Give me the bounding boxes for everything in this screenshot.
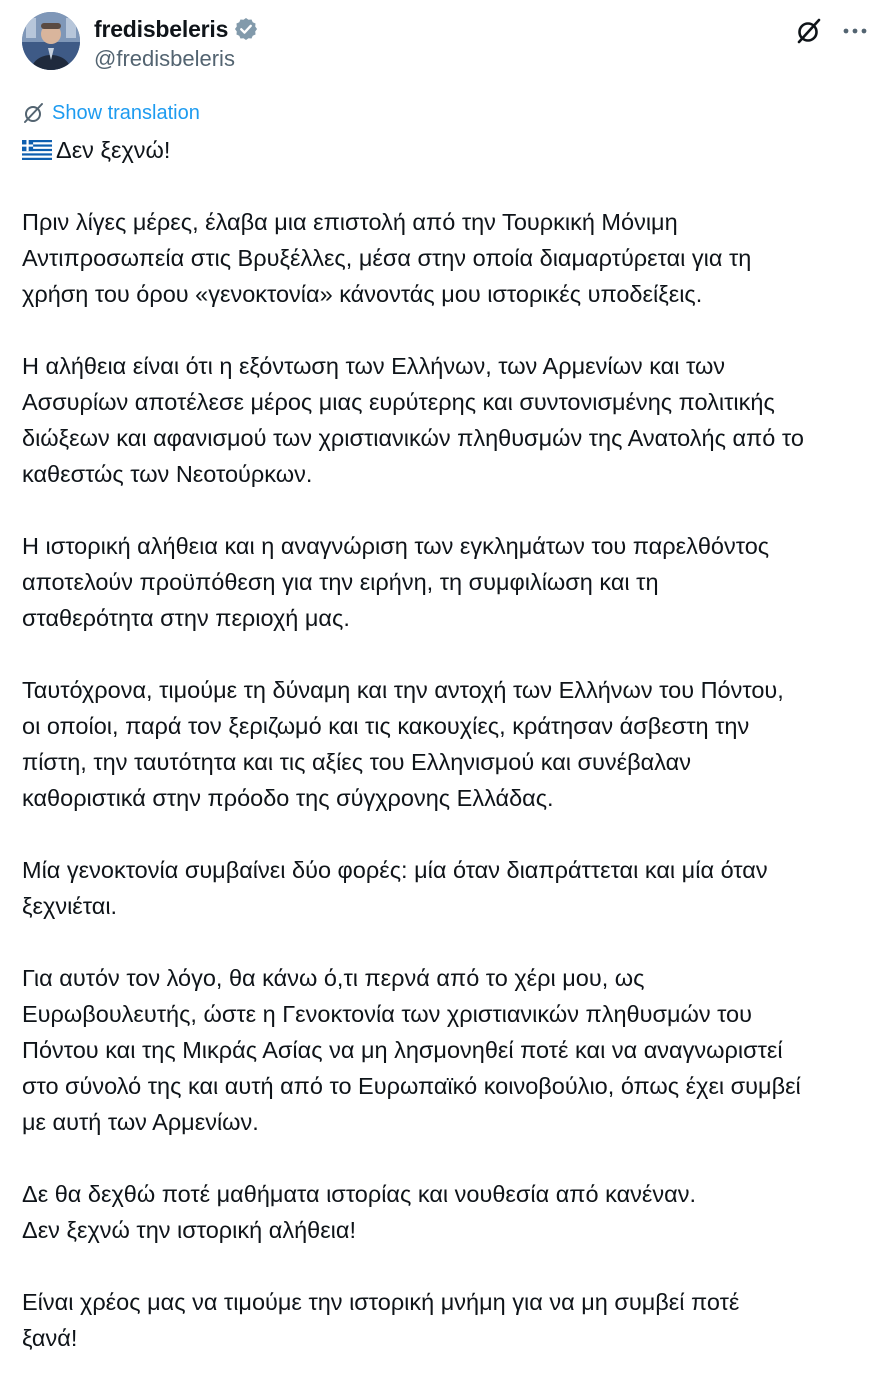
translate-icon bbox=[22, 101, 46, 125]
tweet-line: καθεστώς των Νεοτούρκων. bbox=[22, 461, 313, 487]
show-translation[interactable] bbox=[22, 100, 200, 126]
tweet-line: αποτελούν προϋπόθεση για την ειρήνη, τη συμφιλίωση και τη bbox=[22, 569, 659, 595]
tweet-line: χρήση του όρου «γενοκτονία» κάνοντάς μου ιστορικές υποδείξεις. bbox=[22, 281, 703, 307]
more-options-icon[interactable] bbox=[840, 16, 870, 46]
tweet-text bbox=[22, 132, 882, 1392]
tweet-paragraph bbox=[22, 852, 882, 924]
tweet-first-line bbox=[22, 132, 882, 168]
display-name[interactable]: fredisbeleris bbox=[94, 15, 229, 42]
tweet-line: Για αυτόν τον λόγο, θα κάνω ό,τι περνά από το χέρι μου, ως bbox=[22, 965, 645, 991]
tweet-line: Η αλήθεια είναι ότι η εξόντωση των Ελλήνων, των Αρμενίων και των bbox=[22, 353, 726, 379]
tweet-title-line: Δεν ξεχνώ! bbox=[56, 137, 171, 163]
tweet-line: Δεν ξεχνώ την ιστορική αλήθεια! bbox=[22, 1217, 357, 1243]
tweet-paragraph bbox=[22, 1284, 882, 1356]
avatar[interactable] bbox=[22, 12, 80, 70]
tweet-line: Ασσυρίων αποτέλεσε μέρος μιας ευρύτερης και συντονισμένης πολιτικής bbox=[22, 389, 775, 415]
tweet-line: με αυτή των Αρμενίων. bbox=[22, 1109, 259, 1135]
greek-flag-icon bbox=[22, 140, 52, 160]
tweet-line: πίστη, την ταυτότητα και τις αξίες του Ελληνισμού και συνέβαλαν bbox=[22, 749, 691, 775]
tweet-line: Είναι χρέος μας να τιμούμε την ιστορική μνήμη για να μη συμβεί ποτέ bbox=[22, 1289, 740, 1315]
tweet-line: Ταυτόχρονα, τιμούμε τη δύναμη και την αντοχή των Ελλήνων του Πόντου, bbox=[22, 677, 784, 703]
tweet-line: Ευρωβουλευτής, ώστε η Γενοκτονία των χριστιανικών πληθυσμών του bbox=[22, 1001, 752, 1027]
user-handle[interactable]: @fredisbeleris bbox=[94, 46, 235, 71]
tweet-paragraph bbox=[22, 204, 882, 312]
grok-icon[interactable] bbox=[794, 16, 824, 46]
tweet-line: Αντιπροσωπεία στις Βρυξέλλες, μέσα στην οποία διαμαρτύρεται για τη bbox=[22, 245, 752, 271]
tweet-line: Πριν λίγες μέρες, έλαβα μια επιστολή από την Τουρκική Μόνιμη bbox=[22, 209, 678, 235]
verified-badge-icon bbox=[233, 16, 259, 42]
tweet-line: Δε θα δεχθώ ποτέ μαθήματα ιστορίας και νουθεσία από κανέναν. bbox=[22, 1181, 697, 1207]
tweet-paragraph bbox=[22, 960, 882, 1140]
tweet-line: Πόντου και της Μικράς Ασίας να μη λησμονηθεί ποτέ και να αναγνωριστεί bbox=[22, 1037, 783, 1063]
tweet-line: οι οποίοι, παρά τον ξεριζωμό και τις κακουχίες, κράτησαν άσβεστη την bbox=[22, 713, 750, 739]
tweet-line: ξεχνιέται. bbox=[22, 893, 118, 919]
tweet-line: ξανά! bbox=[22, 1325, 78, 1351]
tweet-line: διώξεων και αφανισμού των χριστιανικών πληθυσμών της Ανατολής από το bbox=[22, 425, 804, 451]
tweet-line: Μία γενοκτονία συμβαίνει δύο φορές: μία όταν διαπράττεται και μία όταν bbox=[22, 857, 768, 883]
tweet-line: σταθερότητα στην περιοχή μας. bbox=[22, 605, 350, 631]
show-translation-link[interactable]: Show translation bbox=[52, 101, 200, 124]
tweet-paragraphs bbox=[22, 204, 882, 1356]
tweet-paragraph bbox=[22, 1176, 882, 1248]
tweet-header bbox=[22, 12, 870, 76]
tweet-line: Η ιστορική αλήθεια και η αναγνώριση των εγκλημάτων του παρελθόντος bbox=[22, 533, 770, 559]
tweet-paragraph bbox=[22, 348, 882, 492]
tweet-paragraph bbox=[22, 672, 882, 816]
tweet-line: στο σύνολό της και αυτή από το Ευρωπαϊκό κοινοβούλιο, όπως έχει συμβεί bbox=[22, 1073, 801, 1099]
avatar-photo-icon bbox=[22, 12, 80, 70]
tweet-line: καθοριστικά στην πρόοδο της σύγχρονης Ελλάδας. bbox=[22, 785, 554, 811]
tweet-paragraph bbox=[22, 528, 882, 636]
